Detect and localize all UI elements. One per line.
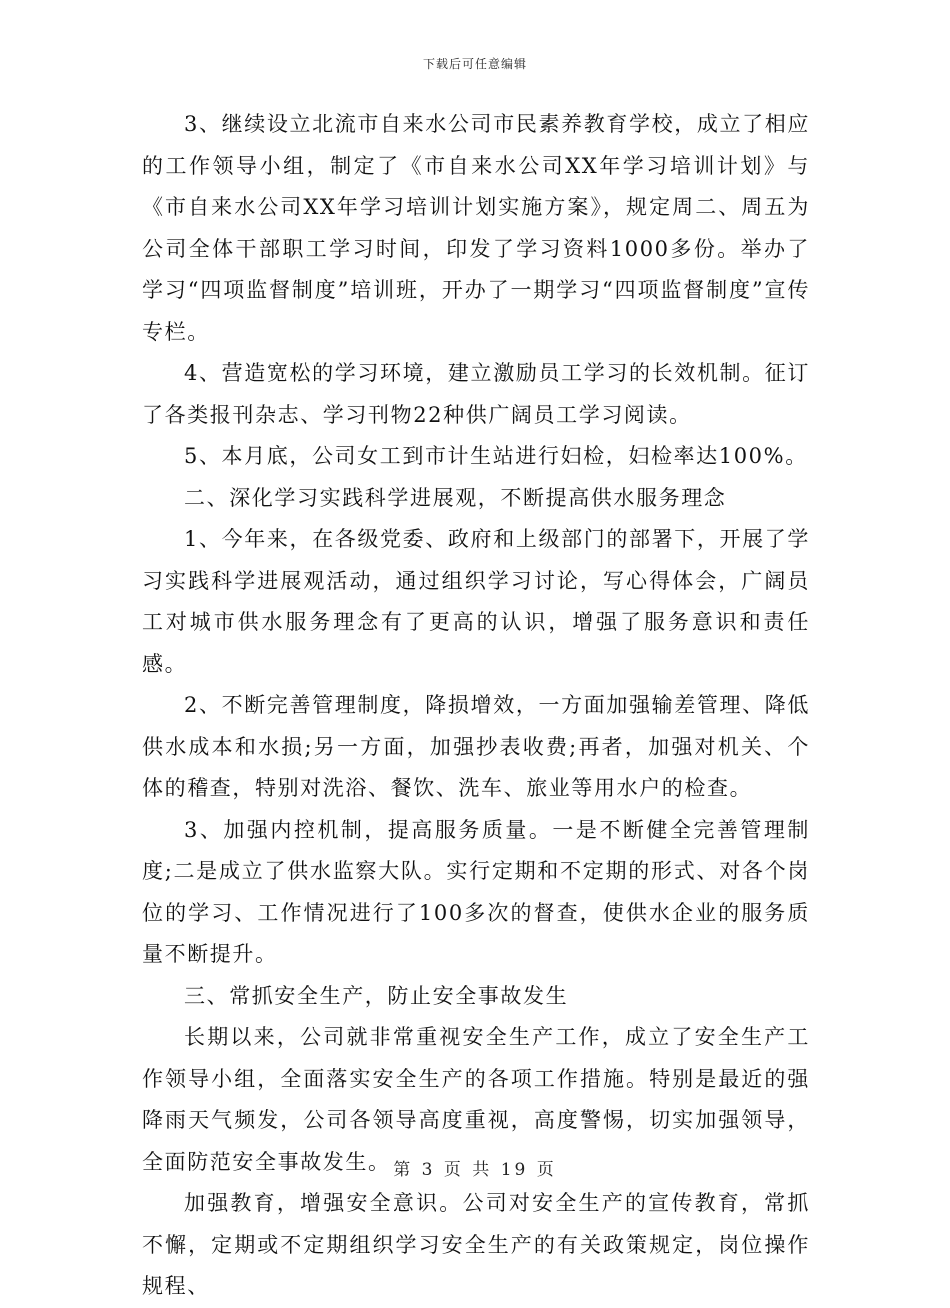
paragraph-item-5-health-check: 5、本月底，公司女工到市计生站进行妇检，妇检率达100%。 [184,444,808,468]
paragraph-item-2-management: 2、不断完善管理制度，降损增效，一方面加强输差管理、降低供水成本和水损;另一方面，加强抄表收费;再者，加强对机关、个体的稽查，特别对洗浴、餐饮、洗车、旅业等用水户的检查。 [142,693,810,800]
document-body [142,104,810,1308]
paragraph-safety-education: 加强教育，增强安全意识。公司对安全生产的宣传教育，常抓不懈，定期或不定期组织学习安全生产的有关政策规定，岗位操作规程、 [142,1191,810,1298]
paragraph-item-3-study-school: 3、继续设立北流市自来水公司市民素养教育学校，成立了相应的工作领导小组，制定了《市自来水公司XX年学习培训计划》与《市自来水公司XX年学习培训计划实施方案》，规定周二、周五为公司全体干部职工学习时间，印发了学习资料1000多份。举办了学习“四项监督制度”培训班，开办了一期学习“四项监督制度”宣传专栏。 [142,112,810,344]
paragraph-item-4-learning-environment: 4、营造宽松的学习环境，建立激励员工学习的长效机制。征订了各类报刊杂志、学习刊物22种供广阔员工学习阅读。 [142,361,810,427]
paragraph-safety-production: 长期以来，公司就非常重视安全生产工作，成立了安全生产工作领导小组，全面落实安全生产的各项工作措施。特别是最近的强降雨天气频发，公司各领导高度重视，高度警惕，切实加强领导，全面防范安全事故发生。 [142,1025,810,1174]
section-heading-3: 三、常抓安全生产，防止安全事故发生 [184,983,569,1008]
paragraph-item-1-practice: 1、今年来，在各级党委、政府和上级部门的部署下，开展了学习实践科学进展观活动，通过组织学习讨论，写心得体会，广阔员工对城市供水服务理念有了更高的认识，增强了服务意识和责任感。 [142,527,810,676]
paragraph-item-3-internal-control: 3、加强内控机制，提高服务质量。一是不断健全完善管理制度;二是成立了供水监察大队。实行定期和不定期的形式、对各个岗位的学习、工作情况进行了100多次的督查，使供水企业的服务质量不断提升。 [142,817,810,966]
page-header: 下载后可任意编辑 [422,57,527,71]
page-number-footer: 第 3 页 共 19 页 [393,1160,557,1180]
section-heading-2: 二、深化学习实践科学进展观，不断提高供水服务理念 [184,485,727,510]
